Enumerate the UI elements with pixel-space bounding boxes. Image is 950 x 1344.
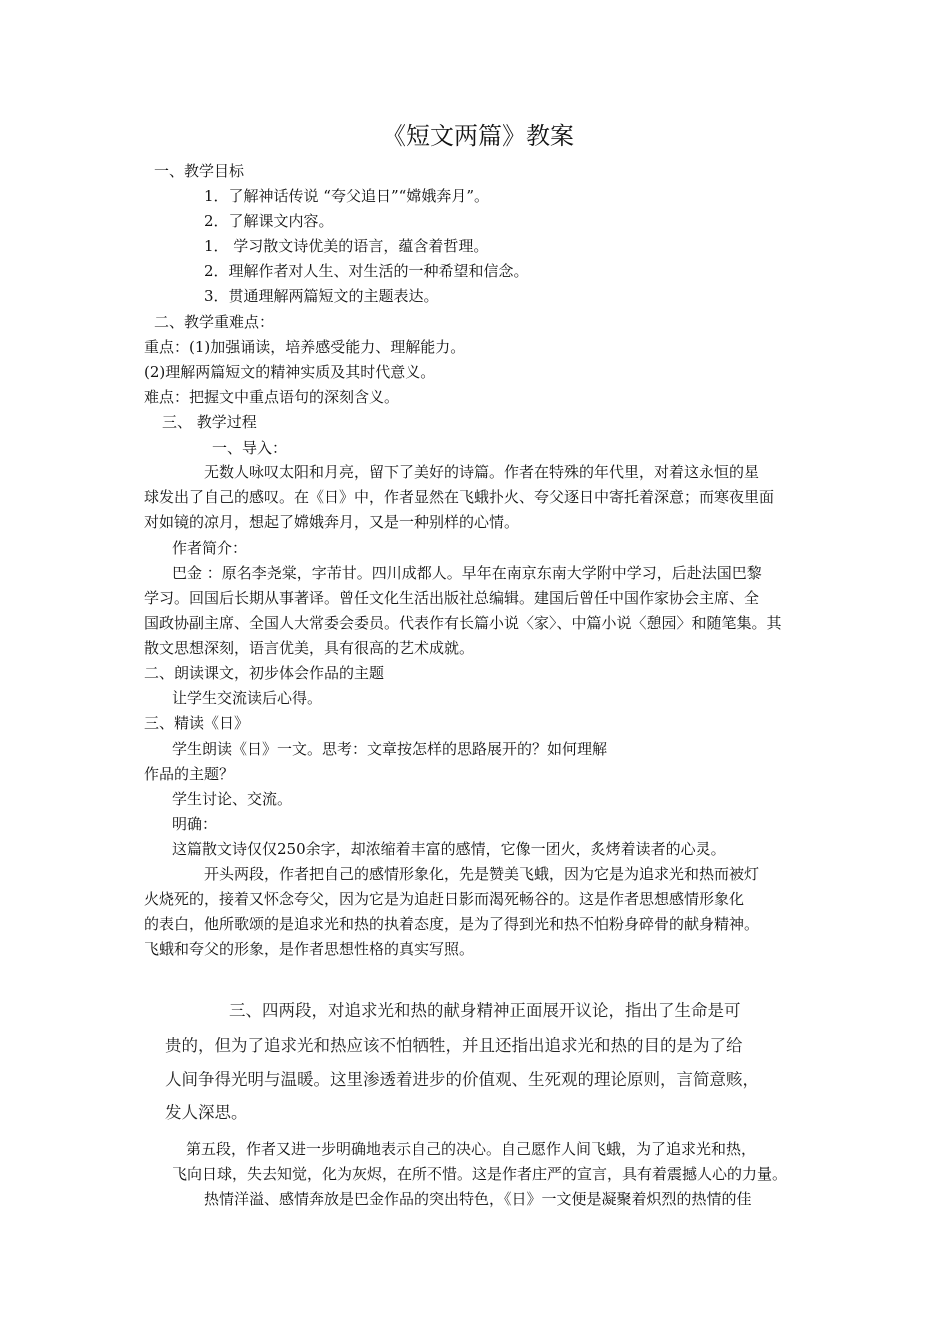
analysis-paragraph-bold: 发人深思。 bbox=[165, 1103, 248, 1122]
clarify-text: 这篇散文诗仅仅250余字，却浓缩着丰富的感情，它像一团火，炙烤着读者的心灵。 bbox=[172, 840, 726, 858]
goals-heading: 一、教学目标 bbox=[154, 162, 245, 180]
analysis-paragraph: 开头两段，作者把自己的感情形象化，先是赞美飞蛾，因为它是为追求光和热而被灯 bbox=[204, 865, 760, 883]
step3-question: 学生朗读《日》一文。思考：文章按怎样的思路展开的？如何理解 bbox=[172, 740, 608, 758]
author-bio: 散文思想深刻，语言优美，具有很高的艺术成就。 bbox=[144, 639, 475, 657]
step3-question: 作品的主题？ bbox=[144, 765, 235, 783]
analysis-paragraph-bold: 贵的，但为了追求光和热应该不怕牺牲，并且还指出追求光和热的目的是为了给 bbox=[165, 1036, 743, 1055]
intro-paragraph: 无数人咏叹太阳和月亮，留下了美好的诗篇。作者在特殊的年代里，对着这永恒的星 bbox=[204, 463, 760, 481]
intro-paragraph: 球发出了自己的感叹。在《日》中，作者显然在飞蛾扑火、夸父逐日中寄托着深意；而寒夜里面 bbox=[144, 488, 775, 506]
analysis-paragraph: 热情洋溢、感情奔放是巴金作品的突出特色，《日》一文便是凝聚着炽烈的热情的佳 bbox=[204, 1190, 752, 1208]
author-heading: 作者简介： bbox=[172, 539, 248, 557]
author-bio: 巴金 ：原名李尧棠，字芾甘。四川成都人。早年在南京东南大学附中学习，后赴法国巴黎 bbox=[172, 564, 762, 582]
author-bio: 学习。回国后长期从事著译。曾任文化生活出版社总编辑。建国后曾任中国作家协会主席、全 bbox=[144, 589, 760, 607]
key-point: 重点：(1)加强诵读，培养感受能力、理解能力。 bbox=[144, 338, 466, 356]
step2-heading: 二、朗读课文，初步体会作品的主题 bbox=[144, 664, 385, 682]
analysis-paragraph: 飞蛾和夸父的形象，是作者思想性格的真实写照。 bbox=[144, 940, 475, 958]
key-points-heading: 二、教学重难点： bbox=[154, 313, 275, 331]
goal-item: 1． 学习散文诗优美的语言，蕴含着哲理。 bbox=[204, 237, 489, 255]
page-title: 《短文两篇》教案 bbox=[382, 122, 574, 150]
analysis-paragraph-bold: 三、四两段，对追求光和热的献身精神正面展开议论，指出了生命是可 bbox=[229, 1001, 741, 1020]
step3-discuss: 学生讨论、交流。 bbox=[172, 790, 293, 808]
analysis-paragraph: 第五段，作者又进一步明确地表示自己的决心。自己愿作人间飞蛾，为了追求光和热， bbox=[186, 1140, 757, 1158]
goal-item: 2．理解作者对人生、对生活的一种希望和信念。 bbox=[204, 262, 529, 280]
goal-item: 2．了解课文内容。 bbox=[204, 212, 334, 230]
step2-body: 让学生交流读后心得。 bbox=[172, 689, 323, 707]
key-point: (2)理解两篇短文的精神实质及其时代意义。 bbox=[144, 363, 436, 381]
intro-paragraph: 对如镜的凉月，想起了嫦娥奔月，又是一种别样的心情。 bbox=[144, 513, 520, 531]
goal-item: 1．了解神话传说 “夸父追日”“嫦娥奔月”。 bbox=[204, 187, 489, 205]
difficulty: 难点：把握文中重点语句的深刻含义。 bbox=[144, 388, 400, 406]
goal-item: 3．贯通理解两篇短文的主题表达。 bbox=[204, 287, 439, 305]
analysis-paragraph-bold: 人间争得光明与温暖。这里渗透着进步的价值观、生死观的理论原则，言简意赅， bbox=[165, 1070, 759, 1089]
analysis-paragraph: 飞向日球，失去知觉，化为灰烬，在所不惜。这是作者庄严的宣言，具有着震撼人心的力量。 bbox=[172, 1165, 788, 1183]
intro-heading: 一、导入： bbox=[212, 439, 288, 457]
analysis-paragraph: 的表白，他所歌颂的是追求光和热的执着态度，是为了得到光和热不怕粉身碎骨的献身精神。 bbox=[144, 915, 760, 933]
author-bio: 国政协副主席、全国人大常委会委员。代表作有长篇小说〈家〉、中篇小说〈憩园〉和随笔集。其 bbox=[144, 614, 782, 632]
step3-heading: 三、精读《日》 bbox=[144, 714, 250, 732]
process-heading: 三、 教学过程 bbox=[162, 413, 257, 431]
analysis-paragraph: 火烧死的，接着又怀念夸父，因为它是为追赶日影而渴死畅谷的。这是作者思想感情形象化 bbox=[144, 890, 745, 908]
clarify-label: 明确： bbox=[172, 815, 218, 833]
